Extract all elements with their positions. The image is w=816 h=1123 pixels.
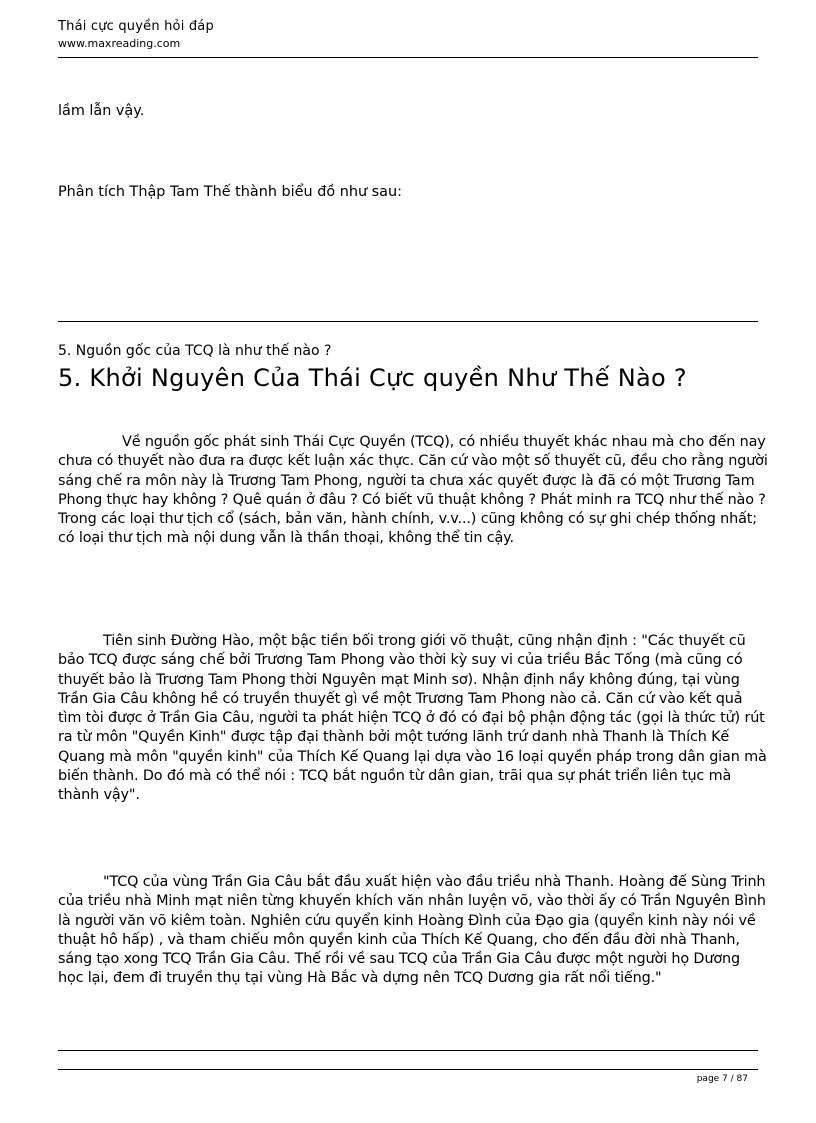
section-heading: 5. Khởi Nguyên Của Thái Cực quyền Như Thế Nào ? — [58, 364, 687, 392]
site-url: www.maxreading.com — [58, 37, 181, 50]
intro-line-2: Phân tích Thập Tam Thế thành biểu đồ như sau: — [58, 184, 402, 200]
footer-divider-2 — [58, 1069, 758, 1070]
paragraph-3 — [58, 873, 768, 989]
section-divider — [58, 321, 758, 322]
document-title: Thái cực quyền hỏi đáp — [58, 19, 214, 34]
paragraph-1-text: Về nguồn gốc phát sinh Thái Cực Quyền (TCQ), có nhiều thuyết khác nhau mà cho đến nay chưa có thuyết nào đưa ra được kết luận xác thực. Căn cứ vào một số thuyết cũ, đều cho rằng người sáng chế ra môn này là Trương Tam Phong, người ta chưa xác quyết được là đã có một Trương Tam Phong thực hay không ? Quê quán ở đâu ? Có biết vũ thuật không ? Phát minh ra TCQ như thế nào ? Trong các loại thư tịch cổ (sách, bản văn, hành chính, v.v...) cũng không có sự ghi chép thống nhất; có loại thư tịch mà nội dung vẫn là thần thoại, không thể tin cậy. — [58, 434, 768, 547]
paragraph-1 — [58, 433, 768, 549]
footer-divider-1 — [58, 1050, 758, 1051]
section-question: 5. Nguồn gốc của TCQ là như thế nào ? — [58, 343, 332, 359]
page-number: page 7 / 87 — [696, 1074, 748, 1084]
header-divider — [58, 57, 758, 58]
intro-line-1: lầm lẫn vậy. — [58, 103, 145, 119]
paragraph-3-text: "TCQ của vùng Trần Gia Câu bắt đầu xuất hiện vào đầu triều nhà Thanh. Hoàng đế Sùng Trinh của triều nhà Minh mạt niên từng khuyến khích văn nhân luyện võ, vào thời ấy có Trần Nguyên Bình là người văn võ kiêm toàn. Nghiên cứu quyển kinh Hoàng Đình của Đạo gia (quyển kinh này nói về thuật hô hấp) , và tham chiếu môn quyền kinh của Thích Kế Quang, cho đến đầu đời nhà Thanh, sáng tạo xong TCQ Trần Gia Câu. Thế rồi về sau TCQ của Trần Gia Câu được một người họ Dương học lại, đem đi truyền thụ tại vùng Hà Bắc và dựng nên TCQ Dương gia rất nổi tiếng." — [58, 874, 766, 987]
paragraph-2 — [58, 632, 768, 806]
paragraph-2-text: Tiên sinh Đường Hào, một bậc tiền bối trong giới võ thuật, cũng nhận định : "Các thuyết cũ bảo TCQ được sáng chế bởi Trương Tam Phong vào thời kỳ suy vi của triều Bắc Tống (mà cũng có thuyết bảo là Trương Tam Phong thời Nguyên mạt Minh sơ). Nhận định nầy không đúng, tại vùng Trần Gia Câu không hề có truyền thuyết gì về một Trương Tam Phong nào cả. Căn cứ vào kết quả tìm tòi được ở Trần Gia Câu, người ta phát hiện TCQ ở đó có đại bộ phận động tác (gọi là thức tử) rút ra từ môn "Quyền Kinh" được tập đại thành bởi một tướng lãnh trứ danh nhà Thanh là Thích Kế Quang mà môn "quyền kinh" của Thích Kế Quang lại dựa vào 16 loại quyền pháp trong dân gian mà biến thành. Do đó mà có thể nói : TCQ bắt nguồn từ dân gian, trãi qua sự phát triển liên tục mà thành vậy". — [58, 633, 767, 804]
